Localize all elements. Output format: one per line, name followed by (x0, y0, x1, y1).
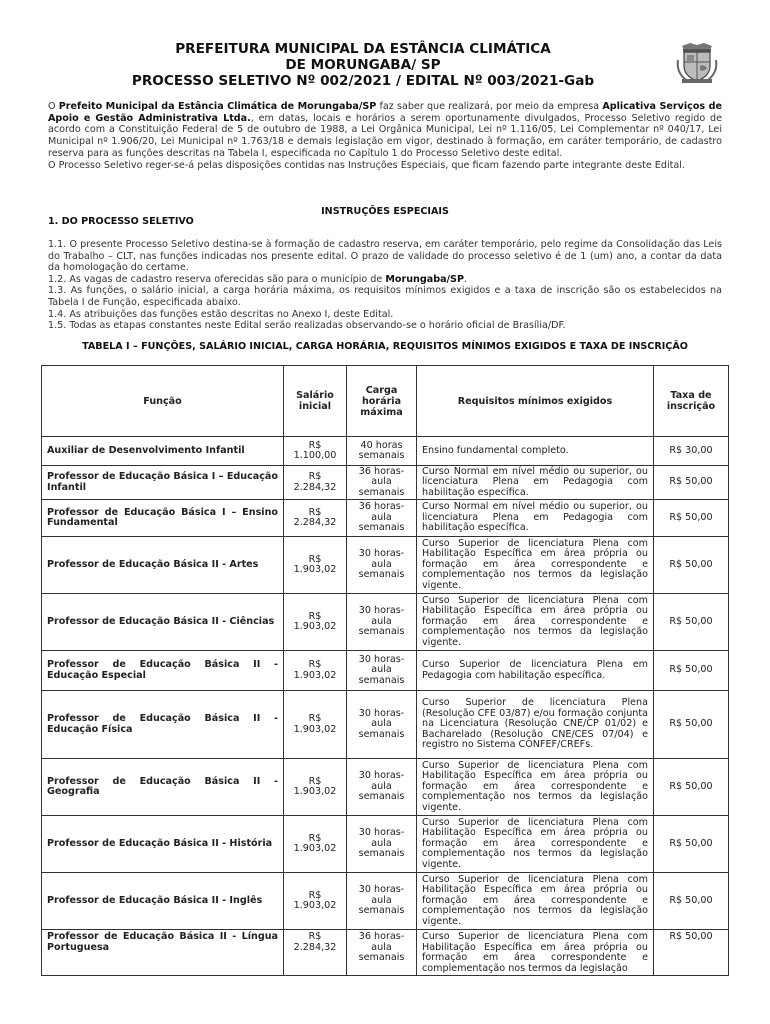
cell-taxa: R$ 50,00 (654, 873, 729, 930)
cell-funcao: Auxiliar de Desenvolvimento Infantil (42, 437, 284, 466)
header-line-3: PROCESSO SELETIVO Nº 002/2021 / EDITAL Nº 003/2021-Gab (131, 73, 595, 89)
document-header (48, 41, 678, 89)
item-1-1: 1.1. O presente Processo Seletivo destina-se à formação de cadastro reserva, em caráter temporário, pelo regime da Consolidação das Leis do Trabalho – CLT, nas funções indicadas nos presente edital. O prazo de validade do processo seletivo é de 1 (um) ano, a contar da data da homologação do certame. (48, 239, 722, 274)
item-1-2-part-a: 1.2. As vagas de cadastro reserva oferecidas são para o município de (48, 273, 386, 285)
header-carga: Carga horária máxima (347, 366, 417, 437)
cell-funcao: Professor de Educação Básica II - História (42, 816, 284, 873)
table-row (42, 873, 729, 930)
cell-taxa: R$ 50,00 (654, 759, 729, 816)
cell-taxa: R$ 50,00 (654, 651, 729, 691)
cell-carga: 30 horas-aula semanais (347, 759, 417, 816)
item-1-3: 1.3. As funções, o salário inicial, a carga horária máxima, os requisitos mínimos exigidos e a taxa de inscrição são os estabelecidos na Tabela I de Função, especificada abaixo. (48, 285, 722, 308)
cell-salario: R$ 2.284,32 (284, 466, 347, 500)
cell-funcao: Professor de Educação Básica II - Artes (42, 537, 284, 594)
section-1-items (48, 239, 722, 332)
cell-funcao: Professor de Educação Básica I – Ensino Fundamental (42, 500, 284, 537)
municipal-coat-of-arms-icon (676, 40, 718, 84)
cell-salario: R$ 1.903,02 (284, 759, 347, 816)
item-1-5: 1.5. Todas as etapas constantes neste Edital serão realizadas observando-se o horário oficial de Brasília/DF. (48, 320, 566, 332)
intro-p1-part-a: O (48, 101, 59, 112)
intro-text (48, 101, 722, 171)
table-title: TABELA I – FUNÇÕES, SALÁRIO INICIAL, CARGA HORÁRIA, REQUISITOS MÍNIMOS EXIGIDOS E TAXA DE INSCRIÇÃO (82, 341, 688, 352)
table-row (42, 594, 729, 651)
cell-requisitos: Curso Superior de licenciatura Plena com Habilitação Específica em área própria ou formação em área correspondente e complementação nos termos da legislação vigente. (417, 594, 654, 651)
cell-taxa: R$ 50,00 (654, 500, 729, 537)
cell-taxa: R$ 50,00 (654, 691, 729, 759)
table-row (42, 651, 729, 691)
cell-salario: R$ 1.903,02 (284, 691, 347, 759)
cell-requisitos: Curso Superior de licenciatura Plena (Resolução CFE 03/87) e/ou formação conjunta na Licenciatura (Resolução CNE/CP 01/02) e Bacharelado (Resolução CNE/CES 07/04) e registro no Sistema CONFEF/CREFs. (417, 691, 654, 759)
cell-salario: R$ 1.903,02 (284, 651, 347, 691)
item-1-4: 1.4. As atribuições das funções estão descritas no Anexo I, deste Edital. (48, 308, 394, 320)
cell-salario: R$ 1.903,02 (284, 594, 347, 651)
table-row (42, 930, 729, 976)
header-funcao: Função (42, 366, 284, 437)
cell-requisitos: Curso Normal em nível médio ou superior, ou licenciatura Plena em Pedagogia com habilitação específica. (417, 500, 654, 537)
table-row (42, 466, 729, 500)
intro-p1-part-e: , em datas, locais e horários a serem oportunamente divulgados, Processo Seletivo regido de acordo com a Constituição Federal de 5 de outubro de 1988, a Lei Orgânica Municipal, Lei nº 1.116/05, Lei Complementar nº 040/17, Lei Municipal nº 1.906/20, Lei Municipal nº 1.763/18 e demais legislação em vigor, destinado à formação, em caráter temporário, de cadastro reserva para as funções descritas na Tabela I, especificada no Capítulo 1 do Processo Seletivo deste edital. (48, 112, 722, 159)
table-row (42, 816, 729, 873)
cell-carga: 30 horas-aula semanais (347, 651, 417, 691)
cell-taxa: R$ 50,00 (654, 594, 729, 651)
cell-requisitos: Curso Superior de licenciatura Plena com Habilitação Específica em área própria ou formação em área correspondente e complementação nos termos da legislação vigente. (417, 816, 654, 873)
cell-requisitos: Curso Superior de licenciatura Plena em Pedagogia com habilitação específica. (417, 651, 654, 691)
cell-salario: R$ 2.284,32 (284, 930, 347, 976)
cell-carga: 30 horas-aula semanais (347, 691, 417, 759)
cell-carga: 30 horas-aula semanais (347, 537, 417, 594)
cell-salario: R$ 1.903,02 (284, 873, 347, 930)
cell-requisitos: Curso Superior de licenciatura Plena com Habilitação Específica em área própria ou formação em área correspondente e complementação nos termos da legislação vigente. (417, 873, 654, 930)
cell-funcao: Professor de Educação Básica II - Ciências (42, 594, 284, 651)
table-row (42, 500, 729, 537)
item-1-2-city: Morungaba/SP (385, 273, 465, 285)
header-requisitos: Requisitos mínimos exigidos (417, 366, 654, 437)
intro-p1-prefeito: Prefeito Municipal da Estância Climática de Morungaba/SP (58, 101, 377, 112)
cell-taxa: R$ 30,00 (654, 437, 729, 466)
instructions-title: INSTRUÇÕES ESPECIAIS (321, 206, 449, 217)
intro-p1-empresa: Aplicativa Serviços de Apoio e Gestão Administrativa Ltda. (48, 101, 722, 124)
cell-taxa: R$ 50,00 (654, 930, 729, 976)
header-line-1: PREFEITURA MUNICIPAL DA ESTÂNCIA CLIMÁTICA (175, 41, 551, 57)
cell-funcao: Professor de Educação Básica II - Inglês (42, 873, 284, 930)
table-row (42, 759, 729, 816)
item-1-2-part-c: . (464, 273, 468, 285)
cell-carga: 30 horas-aula semanais (347, 594, 417, 651)
cell-carga: 30 horas-aula semanais (347, 816, 417, 873)
cell-carga: 40 horas semanais (347, 437, 417, 466)
section-1-title: 1. DO PROCESSO SELETIVO (48, 216, 194, 227)
cell-funcao: Professor de Educação Básica II - Língua Portuguesa (42, 930, 284, 976)
cell-salario: R$ 1.100,00 (284, 437, 347, 466)
cell-taxa: R$ 50,00 (654, 537, 729, 594)
cell-requisitos: Curso Superior de licenciatura Plena com Habilitação Específica em área própria ou formação em área correspondente e complementação nos termos da legislação vigente. (417, 537, 654, 594)
item-1-2 (48, 274, 722, 286)
cell-carga: 36 horas-aula semanais (347, 466, 417, 500)
cell-carga: 30 horas-aula semanais (347, 873, 417, 930)
cell-requisitos: Ensino fundamental completo. (417, 437, 654, 466)
table-row (42, 691, 729, 759)
cell-salario: R$ 1.903,02 (284, 537, 347, 594)
cell-requisitos: Curso Superior de licenciatura Plena com Habilitação Específica em área própria ou formação em área correspondente e complementação nos termos da legislação vigente. (417, 759, 654, 816)
cell-salario: R$ 2.284,32 (284, 500, 347, 537)
cell-taxa: R$ 50,00 (654, 816, 729, 873)
intro-paragraph-1 (48, 101, 722, 160)
intro-p1-part-c: faz saber que realizará, por meio da empresa (376, 101, 603, 112)
table-row (42, 537, 729, 594)
cell-funcao: Professor de Educação Básica II - Geografia (42, 759, 284, 816)
table-row (42, 437, 729, 466)
cell-carga: 36 horas-aula semanais (347, 500, 417, 537)
header-line-2: DE MORUNGABA/ SP (285, 57, 441, 73)
cell-requisitos: Curso Normal em nível médio ou superior, ou licenciatura Plena em Pedagogia com habilitação específica. (417, 466, 654, 500)
header-taxa: Taxa de inscrição (654, 366, 729, 437)
table-header-row (42, 366, 729, 437)
cell-taxa: R$ 50,00 (654, 466, 729, 500)
functions-table (41, 365, 729, 976)
cell-funcao: Professor de Educação Básica II - Educação Física (42, 691, 284, 759)
header-salario: Salário inicial (284, 366, 347, 437)
cell-funcao: Professor de Educação Básica II - Educação Especial (42, 651, 284, 691)
cell-funcao: Professor de Educação Básica I – Educação Infantil (42, 466, 284, 500)
cell-salario: R$ 1.903,02 (284, 816, 347, 873)
cell-requisitos: Curso Superior de licenciatura Plena com Habilitação Específica em área própria ou formação em área correspondente e complementação nos termos da legislação (417, 930, 654, 976)
intro-paragraph-2: O Processo Seletivo reger-se-á pelas disposições contidas nas Instruções Especiais, que ficam fazendo parte integrante deste Edital. (48, 159, 685, 171)
cell-carga: 36 horas-aula semanais (347, 930, 417, 976)
